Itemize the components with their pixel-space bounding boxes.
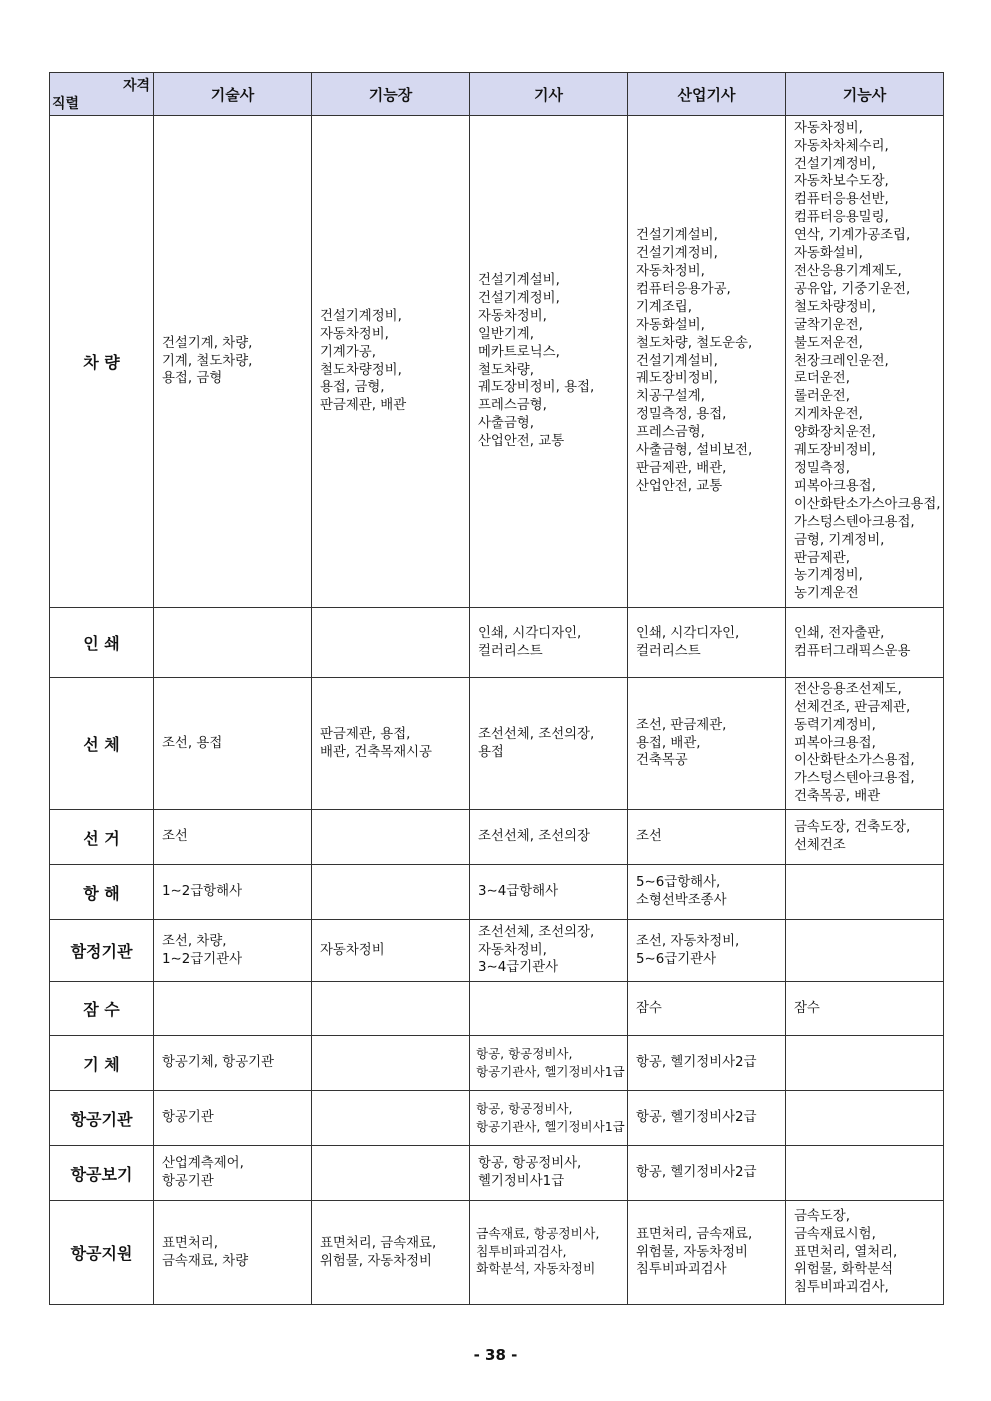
table-cell (154, 608, 312, 678)
table-cell (312, 810, 470, 865)
table-cell: 항공기체, 항공기관 (154, 1036, 312, 1091)
table-cell (312, 1146, 470, 1201)
table-row (50, 1201, 944, 1305)
table-row (50, 1036, 944, 1091)
table-cell (312, 865, 470, 920)
table-cell: 항공, 헬기정비사2급 (628, 1146, 786, 1201)
table-cell: 항공, 항공정비사, 항공기관사, 헬기정비사1급 (470, 1091, 628, 1146)
col-header-industrial-engineer: 산업기사 (628, 73, 786, 116)
table-row (50, 608, 944, 678)
table-cell: 잠수 (786, 982, 944, 1036)
row-header: 잠 수 (50, 982, 154, 1036)
corner-label-qualification: 자격 (122, 78, 150, 94)
table-cell: 표면처리, 금속재료, 위험물, 자동차정비 침투비파괴검사 (628, 1201, 786, 1305)
table-cell: 조선선체, 조선의장, 용접 (470, 678, 628, 810)
table-cell (312, 1091, 470, 1146)
table-cell: 조선, 차량, 1∼2급기관사 (154, 920, 312, 982)
table-cell: 조선, 자동차정비, 5∼6급기관사 (628, 920, 786, 982)
table-cell (786, 920, 944, 982)
table-cell: 자동차정비 (312, 920, 470, 982)
table-cell: 자동차정비, 자동차차체수리, 건설기계정비, 자동차보수도장, 컴퓨터응용선반, 컴퓨터응용밀링, 연삭, 기계가공조립, 자동화설비, 전산응용기계제도, 공유압, 기중기운전, 철도차량정비, 굴착기운전, 불도저운전, 천장크레인운전, 로더운전, 롤러운전, 지게차운전, 양화장치운전, 궤도장비정비, 정밀측정, 피복아크용접, 이산화탄소가스아크용접, 가스텅스텐아크용접, 금형, 기계정비, 판금제관, 농기계정비, 농기계운전 (786, 116, 944, 608)
table-cell: 조선 (154, 810, 312, 865)
page-number: - 38 - (473, 1346, 518, 1364)
row-header: 항공지원 (50, 1201, 154, 1305)
table-cell: 1∼2급항해사 (154, 865, 312, 920)
table-cell: 항공, 항공정비사, 항공기관사, 헬기정비사1급 (470, 1036, 628, 1091)
table-cell: 3∼4급항해사 (470, 865, 628, 920)
table-cell (154, 982, 312, 1036)
row-header: 인 쇄 (50, 608, 154, 678)
qualification-table (49, 72, 944, 1305)
table-cell: 판금제관, 용접, 배관, 건축목재시공 (312, 678, 470, 810)
row-header: 함정기관 (50, 920, 154, 982)
header-row (50, 73, 944, 116)
table-cell: 건설기계, 차량, 기계, 철도차량, 용접, 금형 (154, 116, 312, 608)
table-row (50, 1091, 944, 1146)
row-header: 기 체 (50, 1036, 154, 1091)
row-header: 항공기관 (50, 1091, 154, 1146)
table-cell: 금속도장, 건축도장, 선체건조 (786, 810, 944, 865)
table-cell: 조선 (628, 810, 786, 865)
row-header: 선 거 (50, 810, 154, 865)
table-cell: 표면처리, 금속재료, 위험물, 자동차정비 (312, 1201, 470, 1305)
table-cell (786, 1146, 944, 1201)
table-cell: 전산응용조선제도, 선체건조, 판금제관, 동력기계정비, 피복아크용접, 이산화탄소가스용접, 가스텅스텐아크용접, 건축목공, 배관 (786, 678, 944, 810)
table-cell: 금속재료, 항공정비사, 침투비파괴검사, 화학분석, 자동차정비 (470, 1201, 628, 1305)
table-cell (312, 982, 470, 1036)
table-row (50, 678, 944, 810)
col-header-craftsman: 기능사 (786, 73, 944, 116)
table-cell (470, 982, 628, 1036)
row-header: 선 체 (50, 678, 154, 810)
col-header-master-craftsman: 기능장 (312, 73, 470, 116)
table-cell: 항공, 헬기정비사2급 (628, 1091, 786, 1146)
table-cell (312, 608, 470, 678)
table-cell: 조선, 용접 (154, 678, 312, 810)
corner-label-series: 직렬 (52, 96, 80, 112)
table-cell: 산업계측제어, 항공기관 (154, 1146, 312, 1201)
table-cell: 인쇄, 전자출판, 컴퓨터그래픽스운용 (786, 608, 944, 678)
table-cell: 조선선체, 조선의장 (470, 810, 628, 865)
table-row (50, 982, 944, 1036)
table-cell: 조선선체, 조선의장, 자동차정비, 3∼4급기관사 (470, 920, 628, 982)
table-cell: 표면처리, 금속재료, 차량 (154, 1201, 312, 1305)
row-header: 항공보기 (50, 1146, 154, 1201)
table-cell: 5∼6급항해사, 소형선박조종사 (628, 865, 786, 920)
table-cell: 인쇄, 시각디자인, 컬러리스트 (628, 608, 786, 678)
table-row (50, 810, 944, 865)
table-cell (786, 1036, 944, 1091)
table-cell: 항공, 헬기정비사2급 (628, 1036, 786, 1091)
corner-header (50, 73, 154, 116)
row-header: 항 해 (50, 865, 154, 920)
table-cell (786, 1091, 944, 1146)
table-cell (312, 1036, 470, 1091)
table-cell: 금속도장, 금속재료시험, 표면처리, 열처리, 위험물, 화학분석 침투비파괴검사, (786, 1201, 944, 1305)
row-header: 차 량 (50, 116, 154, 608)
table-cell: 건설기계정비, 자동차정비, 기계가공, 철도차량정비, 용접, 금형, 판금제관, 배관 (312, 116, 470, 608)
table-cell: 항공기관 (154, 1091, 312, 1146)
table-cell: 인쇄, 시각디자인, 컬러리스트 (470, 608, 628, 678)
table-cell: 건설기계설비, 건설기계정비, 자동차정비, 컴퓨터응용가공, 기계조립, 자동화설비, 철도차량, 철도운송, 건설기계설비, 궤도장비정비, 치공구설계, 정밀측정, 용접, 프레스금형, 사출금형, 설비보전, 판금제관, 배관, 산업안전, 교통 (628, 116, 786, 608)
table-row (50, 1146, 944, 1201)
table-cell: 잠수 (628, 982, 786, 1036)
col-header-professional-engineer: 기술사 (154, 73, 312, 116)
table-cell (786, 865, 944, 920)
table-cell: 건설기계설비, 건설기계정비, 자동차정비, 일반기계, 메카트로닉스, 철도차량, 궤도장비정비, 용접, 프레스금형, 사출금형, 산업안전, 교통 (470, 116, 628, 608)
table-cell: 항공, 항공정비사, 헬기정비사1급 (470, 1146, 628, 1201)
table-row (50, 920, 944, 982)
table-row (50, 865, 944, 920)
col-header-engineer: 기사 (470, 73, 628, 116)
table-row (50, 116, 944, 608)
table-cell: 조선, 판금제관, 용접, 배관, 건축목공 (628, 678, 786, 810)
